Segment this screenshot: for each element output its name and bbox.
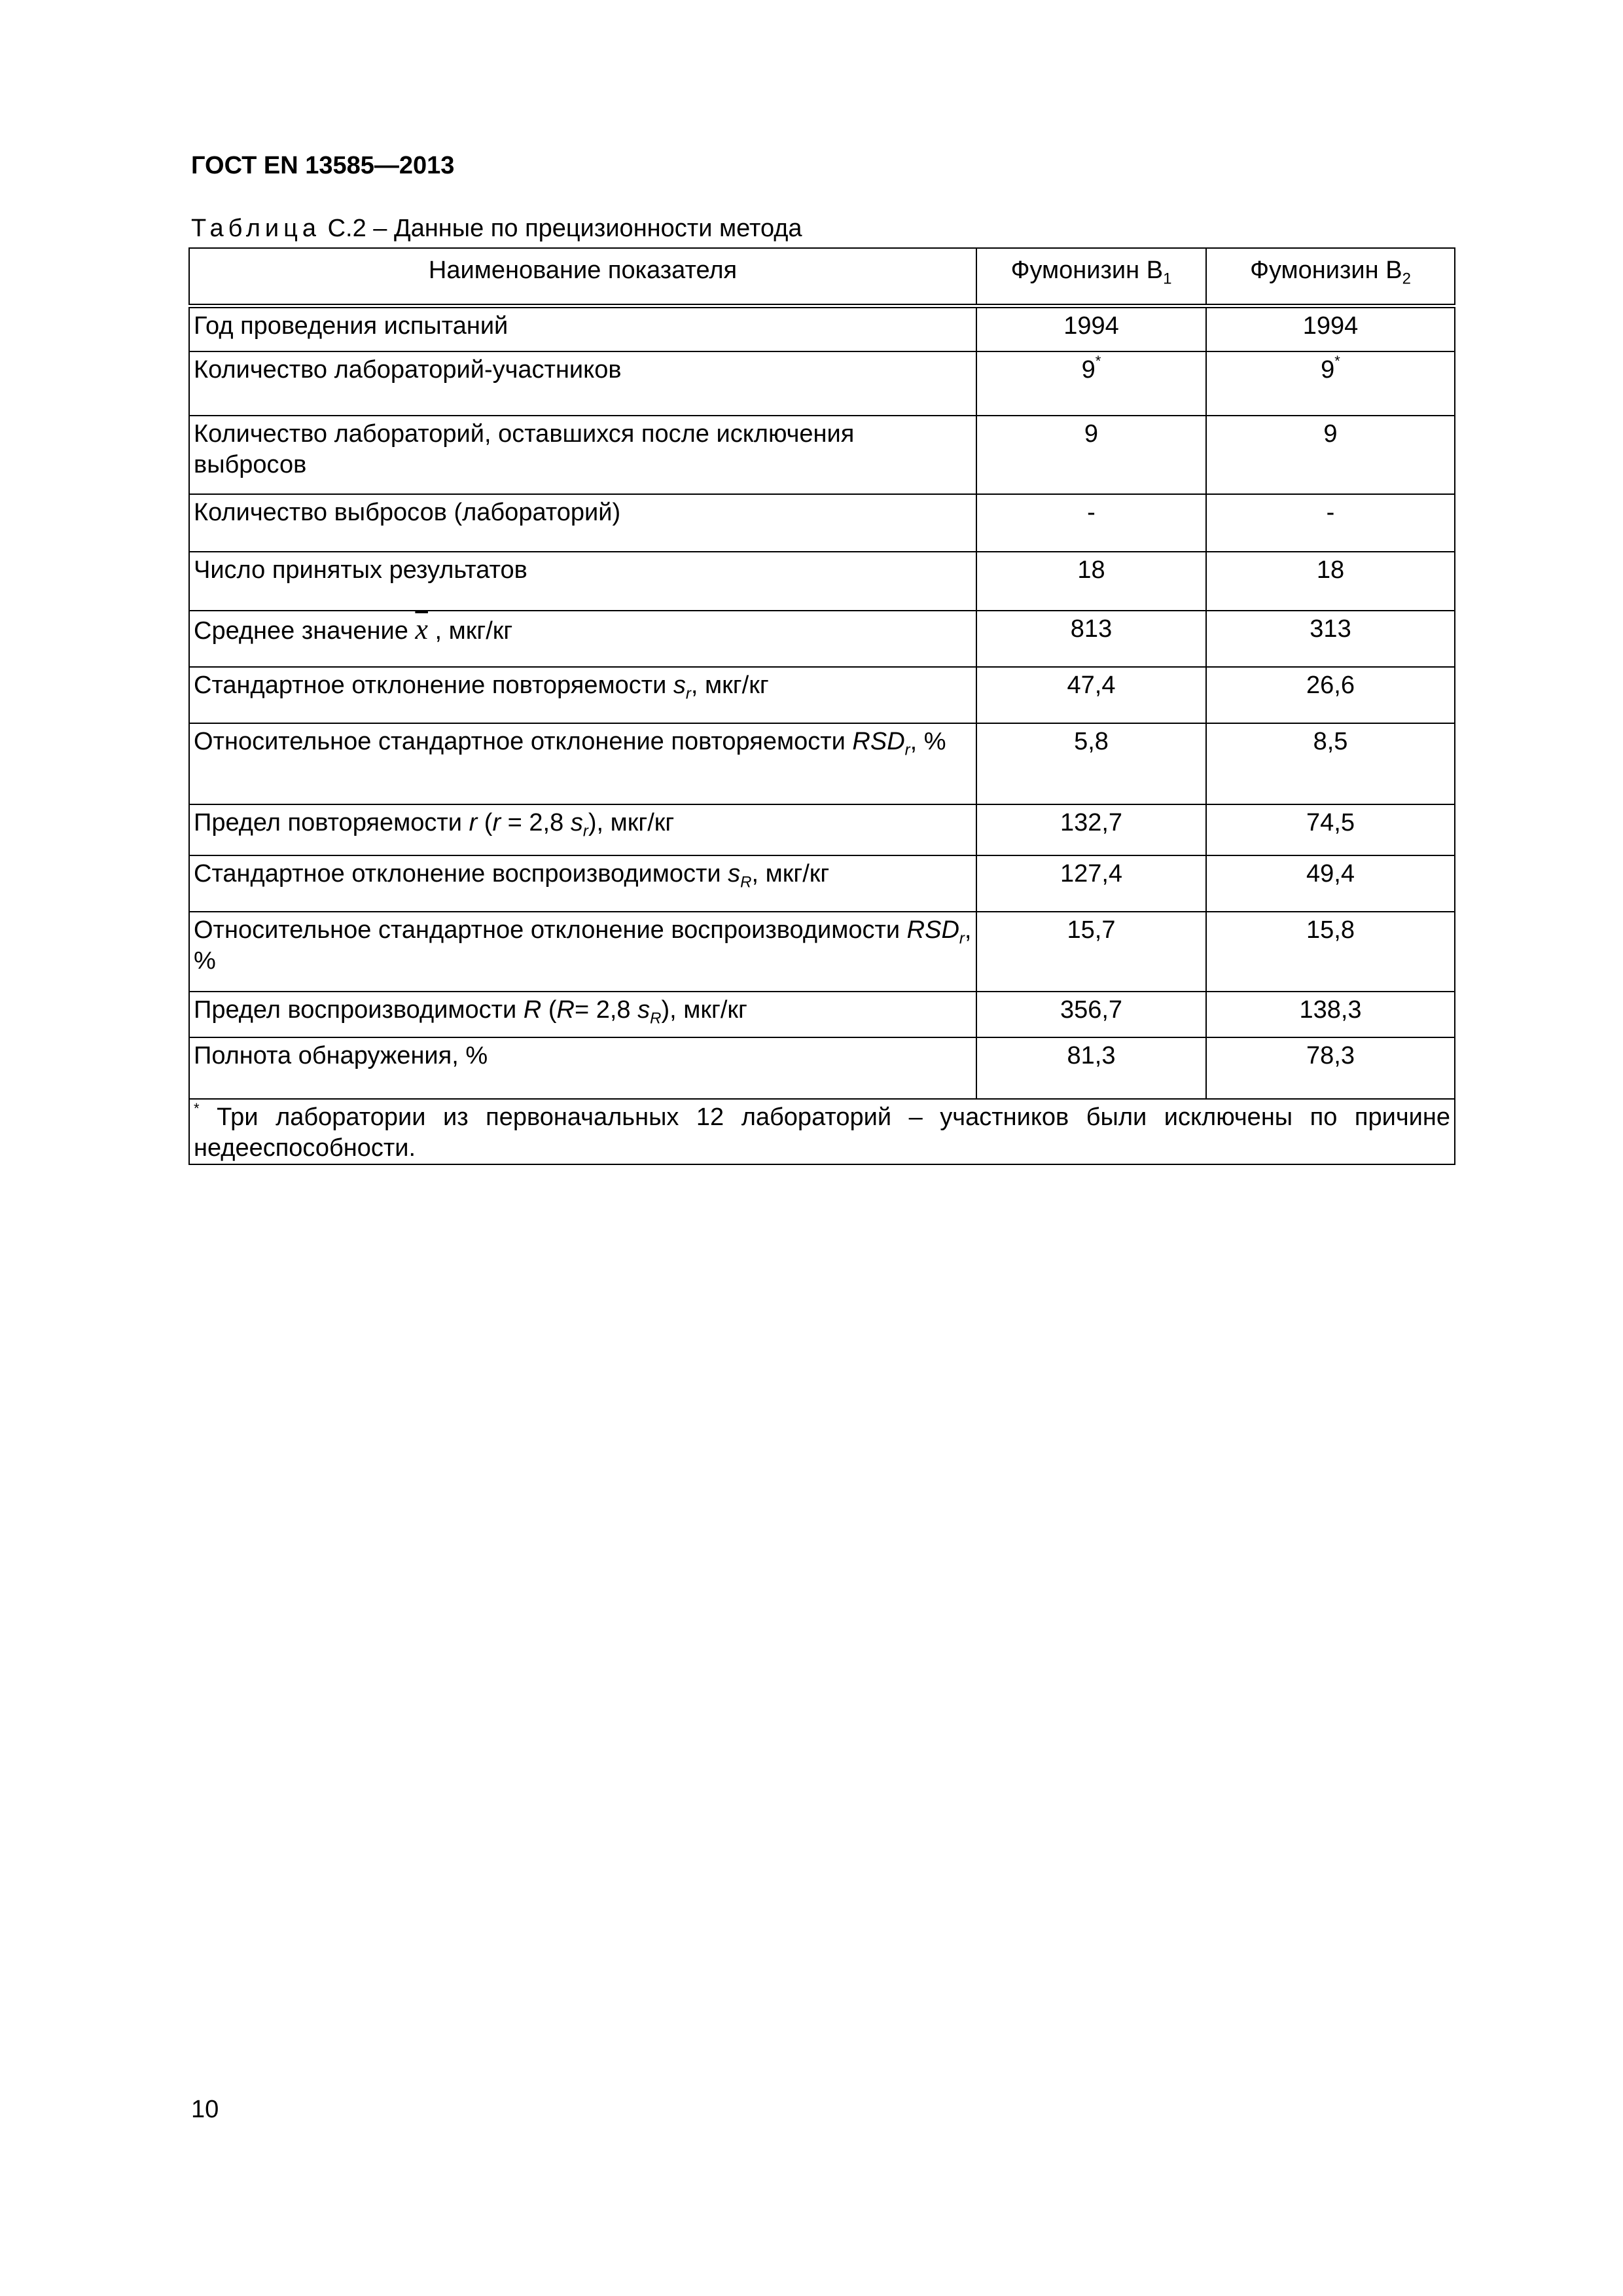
header-fumonisin-b2: Фумонизин $B_2$ [1206, 248, 1455, 306]
table-row [189, 416, 1455, 494]
row-label: Количество лабораторий-участников [189, 351, 976, 416]
table-row [189, 351, 1455, 416]
footnote-marker: * [1095, 353, 1101, 370]
row-value-b1: 127,4 [976, 855, 1206, 912]
table-row [189, 912, 1455, 992]
table-footnote [189, 1099, 1455, 1164]
row-value-b2: - [1206, 494, 1455, 552]
row-value-b2: 1994 [1206, 306, 1455, 351]
row-value-b1: 1994 [976, 306, 1206, 351]
row-label: Год проведения испытаний [189, 306, 976, 351]
row-label: Предел воспроизводимости R (R= 2,8 $s_R$), мкг/кг [189, 992, 976, 1037]
header-indicator-name: Наименование показателя [189, 248, 976, 306]
row-value-b1: 15,7 [976, 912, 1206, 992]
precision-table [188, 247, 1455, 1165]
row-value-b1: 9 [976, 416, 1206, 494]
row-value-b1: 81,3 [976, 1037, 1206, 1099]
page-number: 10 [191, 2096, 219, 2123]
footnote-marker: * [194, 1100, 200, 1117]
row-value-b2: 313 [1206, 611, 1455, 667]
table-row [189, 494, 1455, 552]
row-label: Полнота обнаружения, % [189, 1037, 976, 1099]
row-label: Число принятых результатов [189, 552, 976, 611]
table-row [189, 1037, 1455, 1099]
row-value-b1: 18 [976, 552, 1206, 611]
table-row [189, 611, 1455, 667]
row-value-b1: 132,7 [976, 804, 1206, 855]
row-value-b2: 15,8 [1206, 912, 1455, 992]
row-value-b2: 138,3 [1206, 992, 1455, 1037]
row-label: Относительное стандартное отклонение воспроизводимости $RSD_r$, % [189, 912, 976, 992]
row-label: Среднее значение $\overline{x}$ , мкг/кг [189, 611, 976, 667]
header-fumonisin-b1: Фумонизин $B_1$ [976, 248, 1206, 306]
row-value-b1: - [976, 494, 1206, 552]
table-caption-label: Таблица [191, 215, 321, 242]
document-header: ГОСТ EN 13585—2013 [191, 152, 455, 179]
row-label: Стандартное отклонение повторяемости $s_r$, мкг/кг [189, 667, 976, 723]
table-row [189, 992, 1455, 1037]
row-value-b2: 49,4 [1206, 855, 1455, 912]
row-label: Количество лабораторий, оставшихся после исключения выбросов [189, 416, 976, 494]
row-value-b2: 9 [1206, 416, 1455, 494]
table-row [189, 723, 1455, 804]
row-value-b2: 9* [1206, 351, 1455, 416]
table-row [189, 306, 1455, 351]
row-label: Предел повторяемости r (r = 2,8 $s_r$), мкг/кг [189, 804, 976, 855]
table-caption [191, 215, 802, 243]
row-value-b2: 8,5 [1206, 723, 1455, 804]
mean-symbol: $\overline{x}$ [415, 613, 428, 645]
row-value-b2: 78,3 [1206, 1037, 1455, 1099]
row-value-b2: 74,5 [1206, 804, 1455, 855]
row-label: Относительное стандартное отклонение повторяемости $RSD_r$, % [189, 723, 976, 804]
row-label: Количество выбросов (лабораторий) [189, 494, 976, 552]
table-row [189, 855, 1455, 912]
row-value-b1: 47,4 [976, 667, 1206, 723]
row-value-b2: 26,6 [1206, 667, 1455, 723]
table-row [189, 804, 1455, 855]
row-value-b1: 813 [976, 611, 1206, 667]
footnote-text: Три лаборатории из первоначальных 12 лабораторий – участников были исключены по причине недееспособности. [194, 1103, 1450, 1162]
table-header-row [189, 248, 1455, 306]
table-row [189, 552, 1455, 611]
row-label: Стандартное отклонение воспроизводимости $s_R$, мкг/кг [189, 855, 976, 912]
row-value-b2: 18 [1206, 552, 1455, 611]
table-footnote-row [189, 1099, 1455, 1164]
row-value-b1: 356,7 [976, 992, 1206, 1037]
table-caption-title: – Данные по прецизионности метода [373, 215, 802, 242]
footnote-marker: * [1334, 353, 1340, 370]
row-value-b1: 9* [976, 351, 1206, 416]
row-value-b1: 5,8 [976, 723, 1206, 804]
table-row [189, 667, 1455, 723]
table-caption-number: С.2 [327, 215, 366, 242]
